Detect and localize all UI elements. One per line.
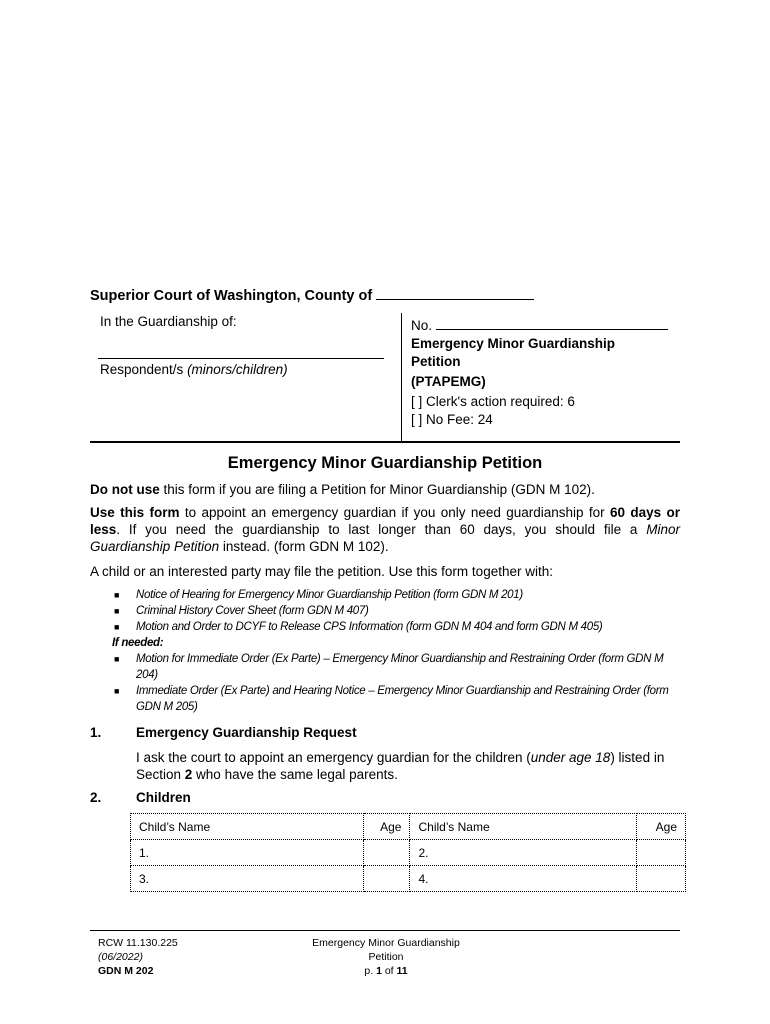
minor-petition-italic: Minor Guardianship Petition bbox=[90, 522, 680, 554]
case-info bbox=[411, 317, 668, 429]
case-number-blank[interactable] bbox=[436, 317, 668, 330]
footer-rcw: RCW 11.130.225 bbox=[98, 937, 178, 949]
respondents-prefix: Respondent/s bbox=[100, 362, 188, 377]
child-age-cell[interactable] bbox=[637, 840, 686, 866]
header-childs-name: Child’s Name bbox=[131, 814, 364, 840]
clerk-action-checkbox[interactable]: [ ] Clerk's action required: 6 bbox=[411, 394, 575, 409]
footer-title-line2: Petition bbox=[368, 951, 404, 963]
table-row bbox=[131, 866, 686, 892]
bullet-text: Motion and Order to DCYF to Release CPS Information (form GDN M 404 and form GDN M 405) bbox=[136, 621, 603, 633]
form-title-line2: Petition bbox=[411, 354, 461, 369]
use-this-bold: Use this form bbox=[90, 505, 180, 520]
section-1-number: 1. bbox=[90, 725, 102, 740]
use-this-end: instead. (form GDN M 102). bbox=[219, 539, 389, 554]
case-number-label: No. bbox=[411, 318, 433, 333]
do-not-use-paragraph bbox=[90, 481, 680, 498]
section-1-bold: 2 bbox=[184, 767, 193, 782]
if-needed-label: If needed: bbox=[112, 637, 164, 649]
court-heading bbox=[90, 287, 534, 304]
child-age-cell[interactable] bbox=[363, 840, 410, 866]
list-item bbox=[112, 651, 682, 683]
section-2-title: Children bbox=[136, 790, 191, 805]
section-1-text-c: who have the same legal parents. bbox=[192, 767, 398, 782]
section-1-text bbox=[136, 749, 676, 783]
footer-page-number bbox=[300, 964, 472, 978]
section-1-text-b: ) listed in Section bbox=[136, 750, 665, 782]
companion-forms-list bbox=[112, 587, 682, 715]
caption-bottom-rule bbox=[90, 441, 680, 443]
do-not-use-rest: this form if you are filing a Petition for Minor Guardianship (GDN M 102). bbox=[159, 482, 595, 497]
form-title-line1: Emergency Minor Guardianship bbox=[411, 336, 616, 351]
footer-center bbox=[300, 936, 472, 978]
list-item bbox=[112, 603, 682, 619]
bullet-icon: ■ bbox=[114, 654, 120, 664]
section-1-title: Emergency Guardianship Request bbox=[136, 725, 357, 740]
footer-left bbox=[98, 936, 178, 978]
child-name-cell[interactable]: 1. bbox=[131, 840, 364, 866]
bullet-icon: ■ bbox=[114, 686, 120, 696]
do-not-use-bold: Do not use bbox=[90, 482, 160, 497]
list-item bbox=[112, 619, 682, 635]
caption-divider bbox=[401, 313, 402, 443]
use-this-mid: to appoint an emergency guardian if you only need guardianship for bbox=[179, 505, 610, 520]
child-age-cell[interactable] bbox=[363, 866, 410, 892]
child-name-cell[interactable]: 4. bbox=[410, 866, 637, 892]
page-current: 1 bbox=[376, 965, 382, 977]
section-1-text-a: I ask the court to appoint an emergency guardian for the children ( bbox=[136, 750, 531, 765]
no-fee-checkbox[interactable]: [ ] No Fee: 24 bbox=[411, 412, 493, 427]
page-title: Emergency Minor Guardianship Petition bbox=[227, 454, 543, 472]
form-code: (PTAPEMG) bbox=[411, 374, 486, 389]
bullet-text: Criminal History Cover Sheet (form GDN M 407) bbox=[136, 605, 369, 617]
bullet-text: Motion for Immediate Order (Ex Parte) – Emergency Minor Guardianship and Restraining Order (form GDN M 204) bbox=[136, 653, 664, 681]
court-label: Superior Court of Washington, County of bbox=[90, 288, 373, 304]
list-item bbox=[112, 683, 682, 715]
page-of: of bbox=[381, 965, 397, 977]
footer-rule bbox=[90, 930, 680, 931]
page-prefix: p. bbox=[364, 965, 377, 977]
section-2-number: 2. bbox=[90, 790, 102, 805]
case-number-row bbox=[411, 317, 668, 335]
table-header-row bbox=[131, 814, 686, 840]
children-table bbox=[130, 813, 686, 892]
header-childs-name: Child’s Name bbox=[410, 814, 637, 840]
sixty-days-bold: 60 days or less bbox=[90, 505, 680, 537]
child-age-cell[interactable] bbox=[637, 866, 686, 892]
page-total: 11 bbox=[396, 965, 408, 977]
county-blank[interactable] bbox=[376, 287, 534, 300]
child-name-cell[interactable]: 3. bbox=[131, 866, 364, 892]
child-name-cell[interactable]: 2. bbox=[410, 840, 637, 866]
respondent-name-line[interactable] bbox=[98, 358, 384, 359]
header-age: Age bbox=[363, 814, 410, 840]
header-age: Age bbox=[637, 814, 686, 840]
use-this-rest: . If you need the guardianship to last longer than 60 days, you should file a bbox=[116, 522, 647, 537]
bullet-icon: ■ bbox=[114, 606, 120, 616]
respondents-label bbox=[100, 362, 288, 377]
bullet-text: Immediate Order (Ex Parte) and Hearing Notice – Emergency Minor Guardianship and Restraining Order (form GDN M 205) bbox=[136, 685, 669, 713]
use-this-paragraph bbox=[90, 504, 680, 555]
respondents-italic: (minors/children) bbox=[187, 362, 288, 377]
in-guardianship-label: In the Guardianship of: bbox=[100, 314, 237, 329]
bullet-icon: ■ bbox=[114, 622, 120, 632]
table-row bbox=[131, 840, 686, 866]
bullet-icon: ■ bbox=[114, 590, 120, 600]
footer-date: (06/2022) bbox=[98, 951, 143, 963]
list-item bbox=[112, 587, 682, 603]
child-party-paragraph: A child or an interested party may file the petition. Use this form together with: bbox=[90, 564, 553, 579]
footer-form-number: GDN M 202 bbox=[98, 965, 154, 977]
footer-title-line1: Emergency Minor Guardianship bbox=[312, 937, 460, 949]
section-1-italic: under age 18 bbox=[530, 750, 611, 765]
bullet-text: Notice of Hearing for Emergency Minor Guardianship Petition (form GDN M 201) bbox=[136, 589, 523, 601]
